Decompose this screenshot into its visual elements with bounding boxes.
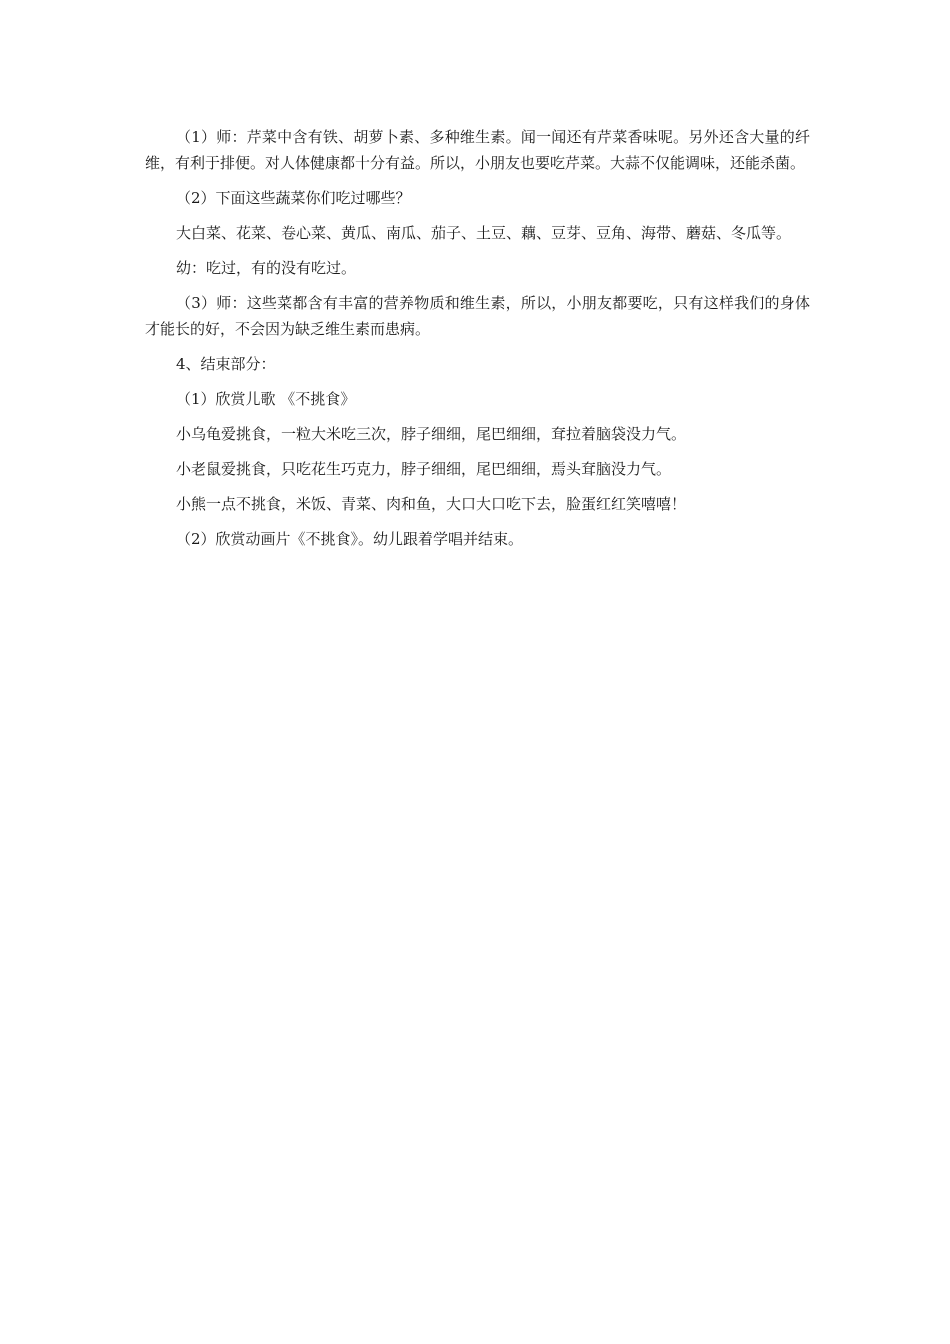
section-heading-ending: 4、结束部分：	[176, 355, 276, 373]
document-body	[145, 124, 810, 561]
paragraph-song-title: （1）欣赏儿歌 《不挑食》	[176, 390, 356, 408]
song-line-turtle: 小乌龟爱挑食，一粒大米吃三次，脖子细细，尾巴细细，耷拉着脑袋没力气。	[176, 425, 687, 443]
song-line-bear: 小熊一点不挑食，米饭、青菜、肉和鱼，大口大口吃下去，脸蛋红红笑嘻嘻！	[176, 495, 687, 513]
paragraph-celery-teacher: （1）师：芹菜中含有铁、胡萝卜素、多种维生素。闻一闻还有芹菜香味呢。另外还含大量的纤维，有利于排便。对人体健康都十分有益。所以，小朋友也要吃芹菜。大蒜不仅能调味，还能杀菌。	[145, 128, 810, 172]
paragraph-child-answer: 幼：吃过，有的没有吃过。	[176, 259, 357, 277]
paragraph-vegetable-list: 大白菜、花菜、卷心菜、黄瓜、南瓜、茄子、土豆、藕、豆芽、豆角、海带、蘑菇、冬瓜等。	[176, 224, 792, 242]
song-line-mouse: 小老鼠爱挑食，只吃花生巧克力，脖子细细，尾巴细细，焉头耷脑没力气。	[176, 460, 672, 478]
paragraph-nutrition-teacher: （3）师：这些菜都含有丰富的营养物质和维生素，所以，小朋友都要吃，只有这样我们的身体才能长的好，不会因为缺乏维生素而患病。	[145, 294, 810, 338]
paragraph-animation: （2）欣赏动画片《不挑食》。幼儿跟着学唱并结束。	[176, 530, 524, 548]
paragraph-vegetable-question: （2）下面这些蔬菜你们吃过哪些？	[176, 189, 411, 207]
